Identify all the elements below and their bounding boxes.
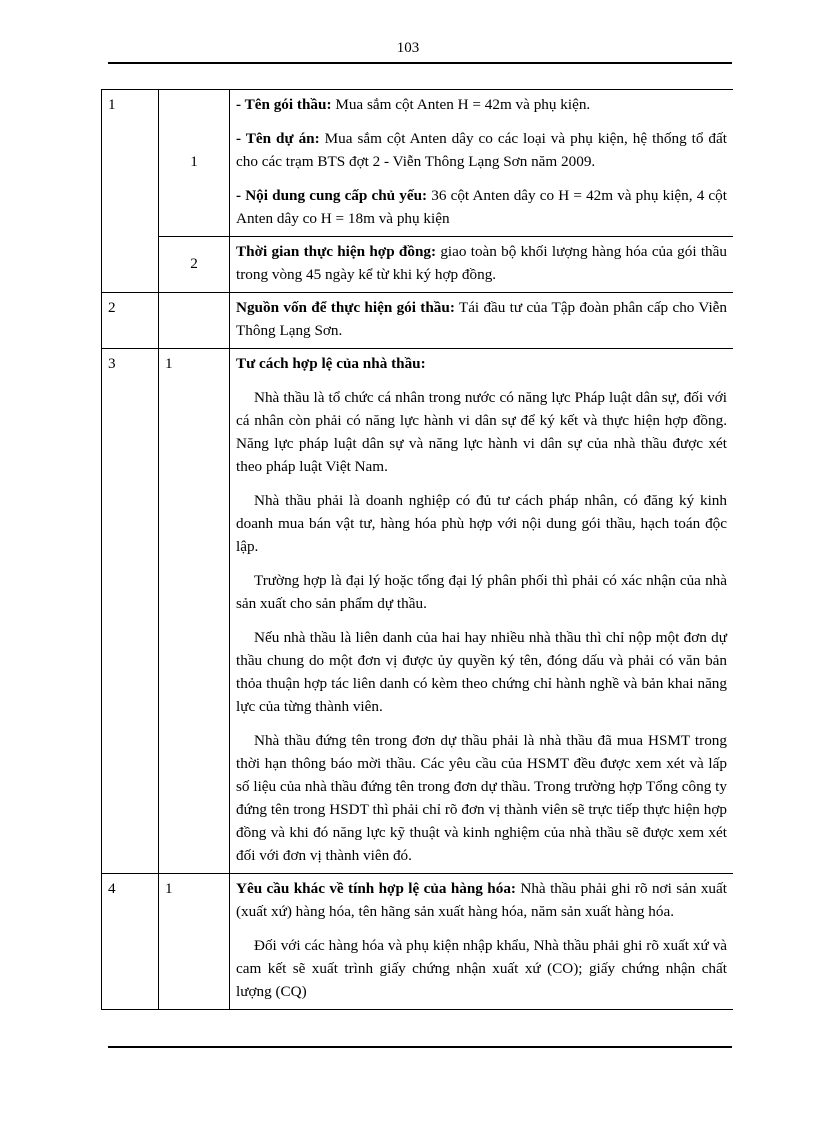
row-number: 1 [102,90,159,293]
content-cell [230,90,734,237]
paragraph [236,296,727,342]
row-number: 3 [102,349,159,874]
field-text: Nhà thầu phải ghi rõ nơi sản xuất (xuất xứ) hàng hóa, tên hãng sản xuất hàng hóa, năm sản xuất hàng hóa. [236,880,727,920]
sub-number: 2 [159,237,230,293]
sub-number: 1 [159,874,230,1010]
field-text: Tái đầu tư của Tập đoàn phân cấp cho Viễn Thông Lạng Sơn. [236,299,728,339]
table-row [102,874,734,1010]
table-row [102,90,734,237]
footer-rule [108,1046,732,1048]
document-table [101,89,733,1010]
paragraph [236,127,727,173]
field-text: Mua sắm cột Anten H = 42m và phụ kiện. [331,96,591,113]
paragraph: Nhà thầu là tổ chức cá nhân trong nước có năng lực Pháp luật dân sự, đối với cá nhân còn phải có năng lực hành vi dân sự để ký kết và thực hiện hợp đồng. Năng lực pháp luật dân sự và năng lực hành vi dân sự của nhà thầu được xét theo pháp luật Việt Nam. [236,389,727,475]
document-table-container [101,89,733,1029]
field-label: - Tên dự án: [236,130,320,147]
content-cell [230,874,734,1010]
field-label: Thời gian thực hiện hợp đồng: [236,243,437,260]
table-row [102,349,734,874]
field-label: - Nội dung cung cấp chủ yếu: [236,187,428,204]
paragraph: Nếu nhà thầu là liên danh của hai hay nhiều nhà thầu thì chỉ nộp một đơn dự thầu chung do một đơn vị được ủy quyền ký tên, đóng dấu và phải có văn bản thỏa thuận hợp tác liên danh có kèm theo chứng chỉ hành nghề và bản khai năng lực của từng thành viên. [236,629,727,715]
header-rule [108,62,732,64]
paragraph: Đối với các hàng hóa và phụ kiện nhập khẩu, Nhà thầu phải ghi rõ xuất xứ và cam kết sẽ xuất trình giấy chứng nhận xuất xứ (CO); giấy chứng nhận chất lượng (CQ) [236,937,727,1000]
paragraph: Nhà thầu đứng tên trong đơn dự thầu phải là nhà thầu đã mua HSMT trong thời hạn thông báo mời thầu. Các yêu cầu của HSMT đều được xem xét và lấp số liệu của nhà thầu đứng tên trong đơn dự thầu. Trong trường hợp Tổng công ty đứng tên trong HSDT thì phải chỉ rõ đơn vị thành viên sẽ trực tiếp thực hiện hợp đồng và khi đó năng lực kỹ thuật và kinh nghiệm của nhà thầu sẽ được xem xét đối với đơn vị thành viên đó. [236,732,727,864]
table-row [102,293,734,349]
row-number: 4 [102,874,159,1010]
page-number: 103 [396,40,420,56]
row-number: 2 [102,293,159,349]
sub-number: 1 [159,349,230,874]
sub-number [159,293,230,349]
paragraph [236,93,727,116]
paragraph [236,240,727,286]
field-label: Nguồn vốn để thực hiện gói thầu: [236,299,455,316]
field-text: giao toàn bộ khối lượng hàng hóa của gói thầu trong vòng 45 ngày kể từ khi ký hợp đồng. [236,243,727,283]
field-label: - Tên gói thầu: [236,96,332,113]
content-cell [230,349,734,874]
paragraph [236,877,727,923]
content-cell [230,237,734,293]
sub-number: 1 [159,90,230,237]
field-text: Mua sắm cột Anten dây co các loại và phụ kiện, hệ thống tổ đất cho các trạm BTS đợt 2 - Viễn Thông Lạng Sơn năm 2009. [236,130,727,170]
field-label: Yêu cầu khác về tính hợp lệ của hàng hóa: [236,880,516,897]
paragraph: Nhà thầu phải là doanh nghiệp có đủ tư cách pháp nhân, có đăng ký kinh doanh mua bán vật tư, hàng hóa phù hợp với nội dung gói thầu, hạch toán độc lập. [236,492,727,555]
field-text: 36 cột Anten dây co H = 42m và phụ kiện, 4 cột Anten dây co H = 18m và phụ kiện [236,187,727,227]
paragraph [236,184,727,230]
paragraph: Trường hợp là đại lý hoặc tổng đại lý phân phối thì phải có xác nhận của nhà sản xuất cho sản phẩm dự thầu. [236,572,727,612]
table-row [102,237,734,293]
content-cell [230,293,734,349]
section-heading: Tư cách hợp lệ của nhà thầu: [236,355,426,372]
